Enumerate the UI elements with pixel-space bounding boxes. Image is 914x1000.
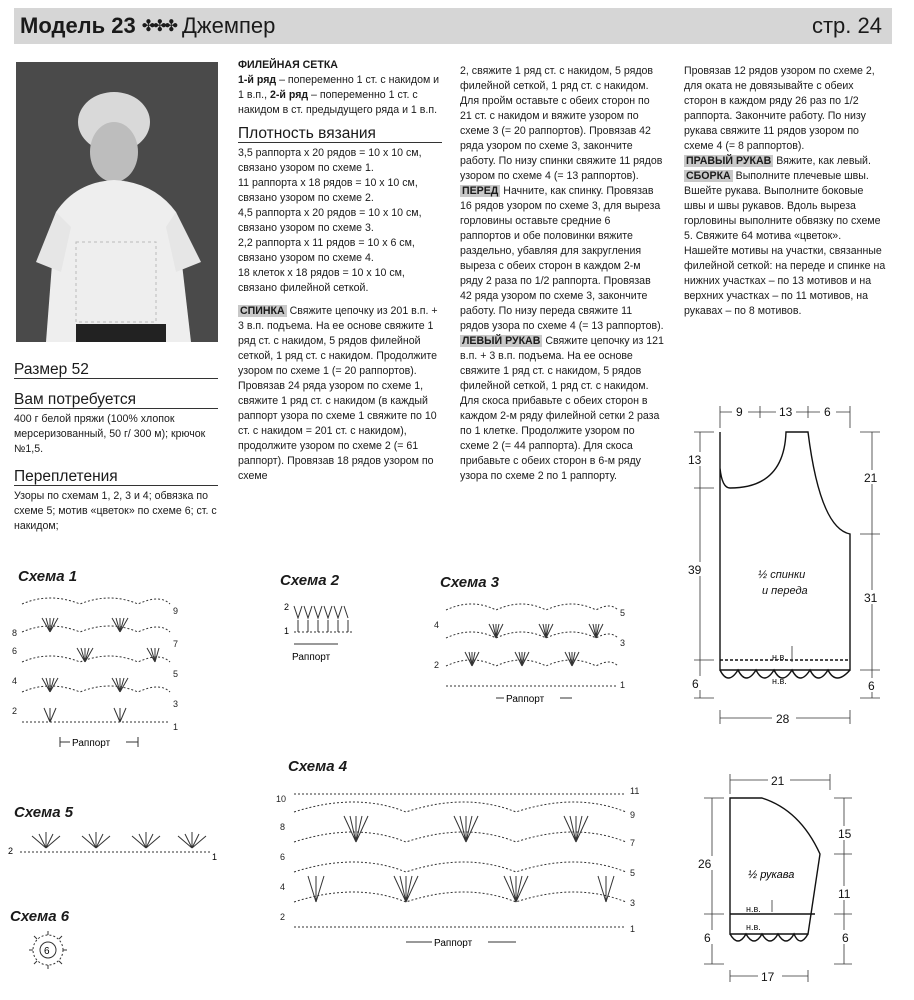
scheme-2-title: Схема 2 xyxy=(280,572,340,589)
nv-label: н.в. xyxy=(746,922,761,932)
row-number: 8 xyxy=(12,628,18,638)
front-instructions: ПЕРЕД Начните, как спинку. Провязав 16 рядов узором по схеме 3, для выреза горловины оставьте средние 6 раппортов и обе половинки вяжите раздельно, убавляя для закругления выреза с обеих сторон в каждом 2-м ряду 2 раза по 1/2 раппорта. Провязав 42 ряда узором по схеме 3, закончите работу. По низу переда свяжите 11 рядов узора по схеме 4 (= 13 раппортов). xyxy=(460,185,664,332)
mesh-text: 1-й ряд – попеременно 1 ст. с накидом и 1 в.п., 2-й ряд – попеременно 1 ст. с накидом в ст. предыдущего ряда и 1 в.п. xyxy=(238,74,440,116)
dim-label: 21 xyxy=(771,774,785,788)
row-number: 2 xyxy=(12,706,18,716)
density-line: 3,5 раппорта x 20 рядов = 10 x 10 см, связано узором по схеме 1. xyxy=(238,147,422,174)
row-number: 9 xyxy=(173,606,179,616)
scheme-3-chart xyxy=(432,598,632,706)
scheme-3-title: Схема 3 xyxy=(440,574,500,591)
left-sleeve-instructions: ЛЕВЫЙ РУКАВ Свяжите цепочку из 121 в.п. + 3 в.п. подъема. На ее основе свяжите 1 ряд ст. с накидом, 5 рядов филейной сеткой, 1 ряд ст. с накидом. Для скоса прибавьте с обеих сторон в каждом 2-м ряду филейной сетки 2 раза по 1 клетке. Продолжите узором по схеме 2 (= 44 раппорта). Для скоса прибавьте с обеих сторон в 6-м ряду узора по схеме 2 по 1 раппорту. xyxy=(460,335,664,482)
page-number: стр. 24 xyxy=(811,13,882,38)
sleeve-pattern-diagram xyxy=(690,770,900,984)
row-number: 8 xyxy=(280,822,286,832)
materials-title: Вам потребуется xyxy=(14,392,218,409)
dim-label: 26 xyxy=(698,857,712,871)
rapport-label: Раппорт xyxy=(434,938,473,949)
row-number: 7 xyxy=(630,838,636,848)
row-number: 6 xyxy=(280,852,286,862)
dim-label: 6 xyxy=(868,679,875,693)
dim-label: 6 xyxy=(704,931,711,945)
dim-label: 6 xyxy=(842,931,849,945)
scheme-5-chart xyxy=(6,826,222,866)
dim-label: 6 xyxy=(692,677,699,691)
materials-text: 400 г белой пряжи (100% хлопок мерсеризованный, 50 г/ 300 м); крючок №1,5. xyxy=(14,413,206,455)
back-continued: 2, свяжите 1 ряд ст. с накидом, 5 рядов филейной сеткой, 1 ряд ст. с накидом. Для пройм оставьте с обеих сторон по 21 ст. с накидом и вяжите узором по схеме 3 (= 20 раппортов). Провязав 42 ряда узором по схеме 3, закончите работу. По низу спинки свяжите 11 рядов узором по схеме 4 (= 13 раппортов). xyxy=(460,65,663,182)
scheme-1-title: Схема 1 xyxy=(18,568,78,585)
row-number: 11 xyxy=(630,786,640,796)
row-number: 3 xyxy=(630,898,636,908)
row-number: 3 xyxy=(620,638,626,648)
dim-label: 15 xyxy=(838,827,852,841)
dim-label: 21 xyxy=(864,471,878,485)
density-line: 2,2 раппорта x 11 рядов = 10 x 6 см, связано узором по схеме 4. xyxy=(238,237,415,264)
row-number: 4 xyxy=(434,620,440,630)
row-number: 2 xyxy=(284,602,290,612)
row-number: 1 xyxy=(212,852,218,862)
row-number: 5 xyxy=(630,868,636,878)
dim-label: 9 xyxy=(736,405,743,419)
row-number: 1 xyxy=(173,722,179,732)
scheme-4-chart xyxy=(276,782,646,954)
row-number: 1 xyxy=(630,924,636,934)
row-number: 10 xyxy=(276,794,287,804)
nv-label: н.в. xyxy=(772,676,787,686)
row-number: 5 xyxy=(173,669,179,679)
row-number: 3 xyxy=(173,699,179,709)
patterns-title: Переплетения xyxy=(14,469,218,486)
dim-label: 11 xyxy=(838,887,851,901)
column-3 xyxy=(460,64,664,484)
page-header xyxy=(14,8,892,44)
rapport-label: Раппорт xyxy=(506,694,545,705)
body-pattern-diagram xyxy=(680,398,894,728)
rapport-label: Раппорт xyxy=(292,652,331,663)
assembly-instructions: СБОРКА Выполните плечевые швы. Вшейте рукава. Выполните боковые швы и швы рукавов. Вдоль выреза горловины выполните обвязку по схеме 5. Свяжите 64 мотива «цветок». Нашейте мотивы на участки, связанные филейной сеткой: на переде и спинке на нижних участках – по 13 мотивов и на верхних участках – по 11 мотивов, на рукавах – по 8 мотивов. xyxy=(684,170,886,317)
row-number: 6 xyxy=(12,646,18,656)
patterns-text: Узоры по схемам 1, 2, 3 и 4; обвязка по схеме 5; мотив «цветок» по схеме 6; ст. с накидом; xyxy=(14,490,217,532)
row-number: 7 xyxy=(173,639,179,649)
scheme-6-chart xyxy=(28,930,68,970)
dim-label: 31 xyxy=(864,591,878,605)
row-number: 2 xyxy=(8,846,14,856)
row-number: 2 xyxy=(280,912,286,922)
dim-label: 39 xyxy=(688,563,702,577)
diagram-label: ½ рукава xyxy=(748,869,795,881)
scheme-4-title: Схема 4 xyxy=(288,758,348,775)
right-sleeve-instructions: ПРАВЫЙ РУКАВ Вяжите, как левый. xyxy=(686,155,871,167)
row-number: 5 xyxy=(620,608,626,618)
back-instructions: СПИНКА Свяжите цепочку из 201 в.п. + 3 в.п. подъема. На ее основе свяжите 1 ряд ст. с накидом, 5 рядов филейной сеткой, 1 ряд ст. с накидом. Продолжите узором по схеме 1 (= 20 раппортов). Провязав 24 ряда узором по схеме 1, свяжите 1 ряд ст. с накидом (в каждый раппорт узора по схеме 1 свяжите по 10 ст. с накидом = 201 ст. с накидом), продолжите узором по схеме 2 (= 61 раппорт). Провязав 18 рядов узором по схеме xyxy=(238,305,438,482)
scheme-2-chart xyxy=(282,596,362,666)
row-number: 1 xyxy=(284,626,290,636)
model-number: Модель 23 xyxy=(20,13,136,38)
row-number: 9 xyxy=(630,810,636,820)
density-line: 4,5 раппорта x 20 рядов = 10 x 10 см, связано узором по схеме 3. xyxy=(238,207,422,234)
scheme-5-title: Схема 5 xyxy=(14,804,74,821)
nv-label: н.в. xyxy=(746,904,761,914)
diagram-label: и переда xyxy=(762,585,808,597)
dim-label: 13 xyxy=(779,405,793,419)
diagram-label: ½ спинки xyxy=(758,569,806,581)
ornament: ✤✤✤ xyxy=(141,18,176,35)
row-number: 1 xyxy=(620,680,626,690)
scheme-6-title: Схема 6 xyxy=(10,908,70,925)
nv-label: н.в. xyxy=(772,652,787,662)
column-4 xyxy=(684,64,888,319)
column-2 xyxy=(238,58,442,484)
scheme-1-chart xyxy=(10,592,190,762)
rapport-label: Раппорт xyxy=(72,738,111,749)
mesh-title: ФИЛЕЙНАЯ СЕТКА xyxy=(238,59,338,71)
motif-number: 6 xyxy=(44,946,50,957)
left-column xyxy=(14,362,218,534)
model-photo xyxy=(16,62,218,342)
density-line: 18 клеток x 18 рядов = 10 x 10 см, связано филейной сеткой. xyxy=(238,267,405,294)
row-number: 2 xyxy=(434,660,440,670)
row-number: 4 xyxy=(280,882,286,892)
dim-label: 17 xyxy=(761,970,775,984)
dim-label: 28 xyxy=(776,712,790,726)
density-title: Плотность вязания xyxy=(238,126,442,143)
garment-title: Джемпер xyxy=(181,13,276,38)
dim-label: 6 xyxy=(824,405,831,419)
sleeve-continued: Провязав 12 рядов узором по схеме 2, для оката не довязывайте с обеих сторон в каждом ряду 26 раз по 1/2 раппорта. Закончите работу. По низу рукава свяжите 11 рядов узором по схеме 4 (= 8 раппортов). xyxy=(684,65,875,152)
dim-label: 13 xyxy=(688,453,702,467)
row-number: 4 xyxy=(12,676,18,686)
density-line: 11 раппорта x 18 рядов = 10 x 10 см, связано узором по схеме 2. xyxy=(238,177,418,204)
size-title: Размер 52 xyxy=(14,362,218,379)
